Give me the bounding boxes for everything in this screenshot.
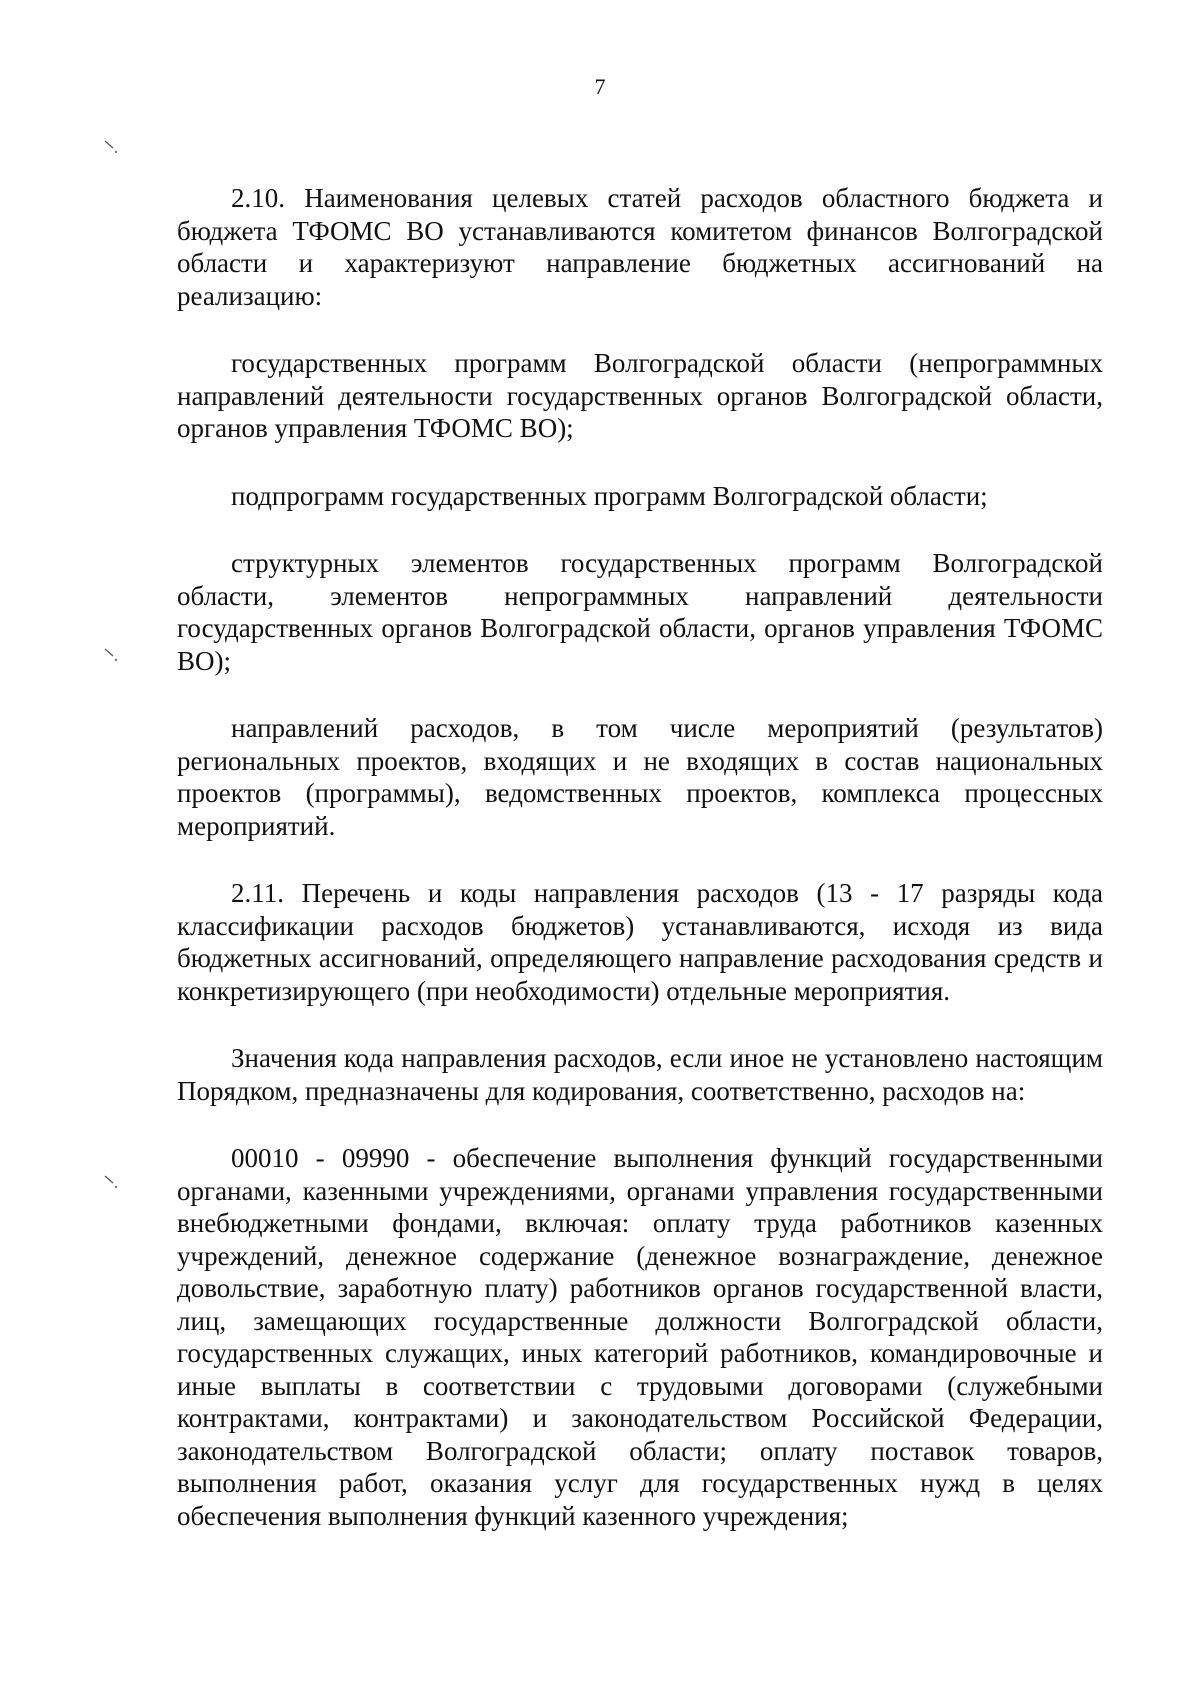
paragraph-subprograms: подпрограмм государственных программ Волгоградской области; [231,480,988,511]
page-number: 7 [594,74,606,99]
paragraph-code-values: Значения кода направления расходов, если иное не установлено настоящим Порядком, предназначены для кодирования, соответственно, расходов на: [177,1043,1103,1106]
scan-mark-icon [104,140,118,154]
document-body [177,182,1103,1532]
paragraph-code-00010-09990: 00010 - 09990 - обеспечение выполнения функций государственными органами, казенными учреждениями, органами управления государственными внебюджетными фондами, включая: оплату труда работников казенных учреждений, денежное содержание (денежное вознаграждение, денежное довольствие, заработную плату) работников органов государственной власти, лиц, замещающих государственные должности Волгоградской области, государственных служащих, иных категорий работников, командировочные и иные выплаты в соответствии с трудовыми договорами (служебными контрактами, контрактами) и законодательством Российской Федерации, законодательством Волгоградской области; оплату поставок товаров, выполнения работ, оказания услуг для государственных нужд в целях обеспечения выполнения функций казенного учреждения; [177,1143,1103,1531]
scan-mark-icon [104,648,118,662]
paragraph-expense-directions: направлений расходов, в том числе мероприятий (результатов) региональных проектов, входящих и не входящих в состав национальных проектов (программы), ведомственных проектов, комплекса процессных мероприятий. [177,713,1103,841]
paragraph-state-programs: государственных программ Волгоградской области (непрограммных направлений деятельности государственных органов Волгоградской области, органов управления ТФОМС ВО); [177,348,1103,443]
paragraph-2-11: 2.11. Перечень и коды направления расходов (13 - 17 разряды кода классификации расходов бюджетов) устанавливаются, исходя из вида бюджетных ассигнований, определяющего направление расходования средств и конкретизирующего (при необходимости) отдельные мероприятия. [177,878,1103,1006]
paragraph-2-10: 2.10. Наименования целевых статей расходов областного бюджета и бюджета ТФОМС ВО устанавливаются комитетом финансов Волгоградской области и характеризуют направление бюджетных ассигнований на реализацию: [177,183,1103,311]
paragraph-structural-elements: структурных элементов государственных программ Волгоградской области, элементов непрограммных направлений деятельности государственных органов Волгоградской области, органов управления ТФОМС ВО); [177,548,1103,676]
scan-mark-icon [104,1175,118,1189]
